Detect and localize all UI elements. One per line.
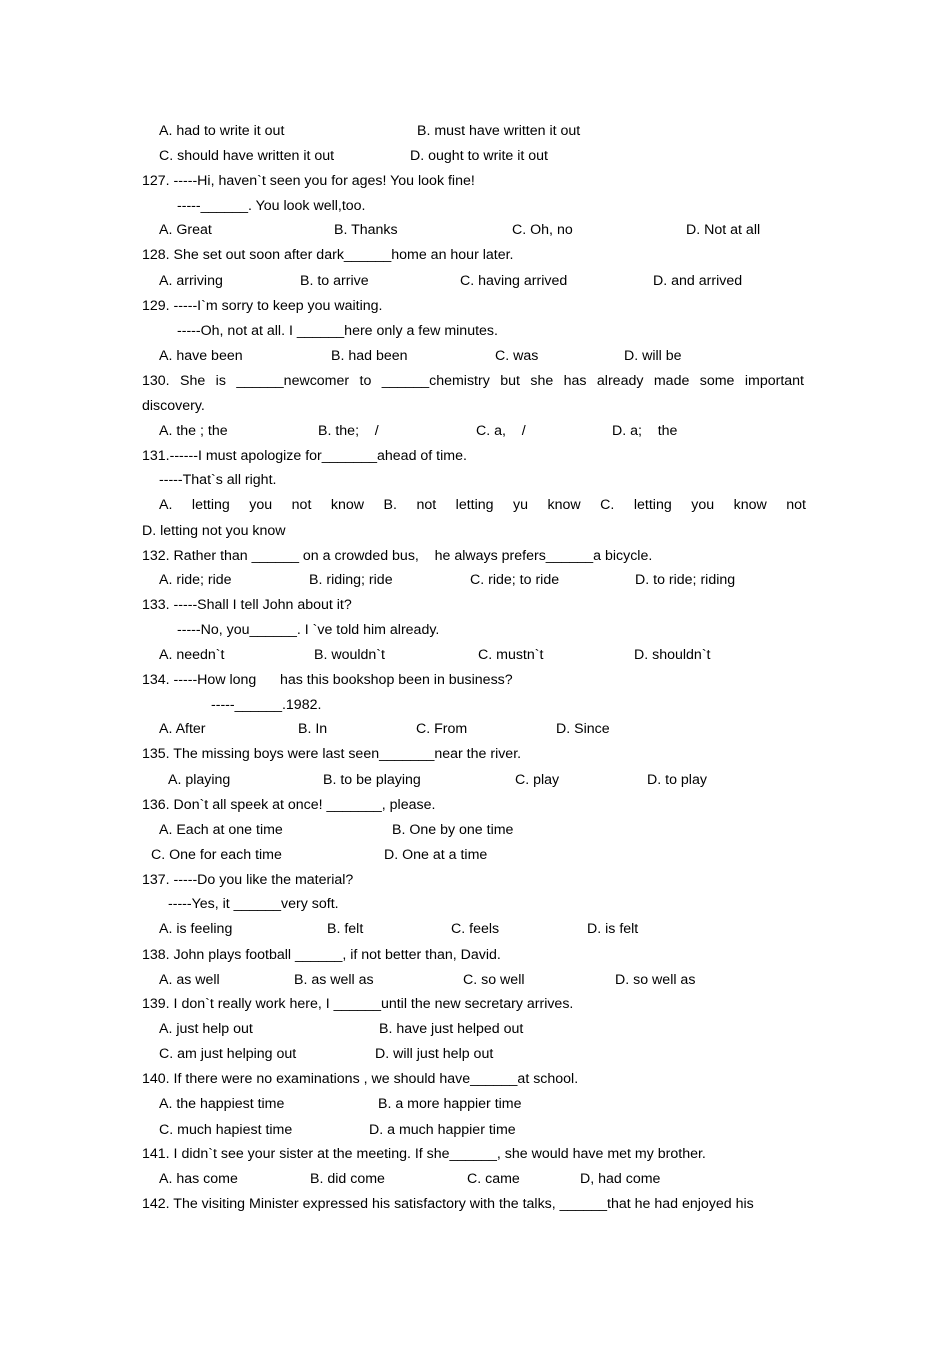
q131-options-abc: A. letting you not know B. not letting yu know C. letting you know not: [159, 497, 806, 513]
q126-option-c: C. should have written it out: [159, 148, 335, 164]
q141-option-d: D, had come: [580, 1171, 661, 1187]
q136-stem: 136. Don`t all speek at once! _______, please.: [142, 797, 436, 813]
q134-option-c: C. From: [416, 721, 468, 737]
q126-option-d: D. ought to write it out: [410, 148, 549, 164]
q130-stem: 130. She is ______newcomer to ______chemistry but she has already made some important: [142, 373, 804, 389]
q132-option-d: D. to ride; riding: [635, 572, 736, 588]
q141-stem: 141. I didn`t see your sister at the meeting. If she______, she would have met my brother.: [142, 1146, 706, 1162]
q139-option-c: C. am just helping out: [159, 1046, 297, 1062]
q132-option-c: C. ride; to ride: [470, 572, 560, 588]
q130-option-d: D. a; the: [612, 423, 678, 439]
q129-option-d: D. will be: [624, 348, 682, 364]
q129-option-b: B. had been: [331, 348, 408, 364]
q131-option-d: D. letting not you know: [142, 523, 286, 539]
q127-option-d: D. Not at all: [686, 222, 761, 238]
q141-option-b: B. did come: [310, 1171, 385, 1187]
q137-reply: -----Yes, it ______very soft.: [168, 896, 339, 912]
q130-option-c: C. a, /: [476, 423, 526, 439]
q140-option-d: D. a much happier time: [369, 1122, 516, 1138]
q133-stem: 133. -----Shall I tell John about it?: [142, 597, 352, 613]
q128-option-b: B. to arrive: [300, 273, 369, 289]
q129-reply: -----Oh, not at all. I ______here only a few minutes.: [177, 323, 498, 339]
q130-stem-continued: discovery.: [142, 398, 205, 414]
q140-stem: 140. If there were no examinations , we should have______at school.: [142, 1071, 579, 1087]
q135-option-d: D. to play: [647, 772, 707, 788]
q135-option-b: B. to be playing: [323, 772, 421, 788]
q128-option-c: C. having arrived: [460, 273, 568, 289]
q127-option-a: A. Great: [159, 222, 212, 238]
q135-option-a: A. playing: [168, 772, 231, 788]
q131-stem: 131.------I must apologize for_______ahead of time.: [142, 448, 467, 464]
q133-option-b: B. wouldn`t: [314, 647, 385, 663]
q140-option-a: A. the happiest time: [159, 1096, 285, 1112]
q130-option-b: B. the; /: [318, 423, 379, 439]
q129-stem: 129. -----I`m sorry to keep you waiting.: [142, 298, 383, 314]
q130-option-a: A. the ; the: [159, 423, 228, 439]
q134-option-b: B. In: [298, 721, 328, 737]
q136-option-b: B. One by one time: [392, 822, 514, 838]
q137-stem: 137. -----Do you like the material?: [142, 872, 354, 888]
q128-option-d: D. and arrived: [653, 273, 743, 289]
q138-option-d: D. so well as: [615, 972, 696, 988]
q132-option-a: A. ride; ride: [159, 572, 232, 588]
q132-option-b: B. riding; ride: [309, 572, 393, 588]
q138-option-c: C. so well: [463, 972, 525, 988]
q133-option-a: A. needn`t: [159, 647, 225, 663]
q126-option-b: B. must have written it out: [417, 123, 581, 139]
q132-stem: 132. Rather than ______ on a crowded bus, he always prefers______a bicycle.: [142, 548, 653, 564]
q126-option-a: A. had to write it out: [159, 123, 285, 139]
q139-stem: 139. I don`t really work here, I ______until the new secretary arrives.: [142, 996, 574, 1012]
q137-option-c: C. feels: [451, 921, 500, 937]
q136-option-a: A. Each at one time: [159, 822, 283, 838]
q137-option-b: B. felt: [327, 921, 364, 937]
q136-option-d: D. One at a time: [384, 847, 488, 863]
q136-option-c: C. One for each time: [151, 847, 282, 863]
q139-option-a: A. just help out: [159, 1021, 253, 1037]
q139-option-d: D. will just help out: [375, 1046, 494, 1062]
q129-option-a: A. have been: [159, 348, 243, 364]
q127-reply: -----______. You look well,too.: [177, 198, 366, 214]
q137-option-d: D. is felt: [587, 921, 639, 937]
q134-stem: 134. -----How long has this bookshop been in business?: [142, 672, 513, 688]
q128-option-a: A. arriving: [159, 273, 223, 289]
q138-option-b: B. as well as: [294, 972, 374, 988]
q141-option-c: C. came: [467, 1171, 520, 1187]
q138-option-a: A. as well: [159, 972, 220, 988]
q138-stem: 138. John plays football ______, if not better than, David.: [142, 947, 501, 963]
q135-option-c: C. play: [515, 772, 560, 788]
q129-option-c: C. was: [495, 348, 539, 364]
q134-option-a: A. After: [159, 721, 206, 737]
q139-option-b: B. have just helped out: [379, 1021, 524, 1037]
q133-option-d: D. shouldn`t: [634, 647, 711, 663]
q128-stem: 128. She set out soon after dark______home an hour later.: [142, 247, 514, 263]
q127-stem: 127. -----Hi, haven`t seen you for ages! You look fine!: [142, 173, 475, 189]
q140-option-c: C. much hapiest time: [159, 1122, 293, 1138]
q127-option-b: B. Thanks: [334, 222, 398, 238]
q134-option-d: D. Since: [556, 721, 610, 737]
q131-reply: -----That`s all right.: [159, 472, 277, 488]
q133-option-c: C. mustn`t: [478, 647, 544, 663]
q141-option-a: A. has come: [159, 1171, 238, 1187]
q133-reply: -----No, you______. I `ve told him already.: [177, 622, 440, 638]
q142-stem: 142. The visiting Minister expressed his satisfactory with the talks, ______that he had enjoyed his: [142, 1196, 754, 1212]
q137-option-a: A. is feeling: [159, 921, 233, 937]
q135-stem: 135. The missing boys were last seen_______near the river.: [142, 746, 522, 762]
q134-reply: -----______.1982.: [211, 697, 322, 713]
q140-option-b: B. a more happier time: [378, 1096, 522, 1112]
q127-option-c: C. Oh, no: [512, 222, 573, 238]
